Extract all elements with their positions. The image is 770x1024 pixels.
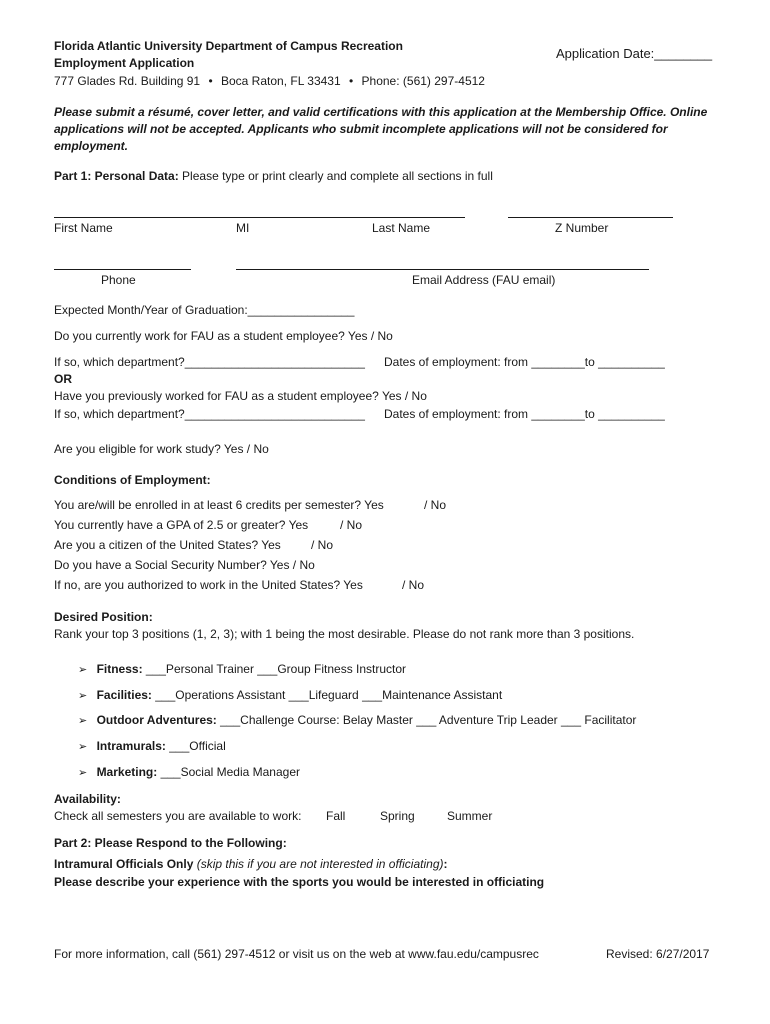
previous-employment-dates-field[interactable]: Dates of employment: from ________to __________: [384, 407, 665, 421]
phone-label: Phone: [101, 273, 136, 287]
availability-text: Check all semesters you are available to work:: [54, 809, 302, 823]
form-title: Employment Application: [54, 56, 195, 70]
condition-citizen-no[interactable]: / No: [311, 538, 334, 552]
org-name: Florida Atlantic University Department of Campus Recreation: [54, 39, 403, 53]
availability-option-summer[interactable]: Summer: [447, 809, 493, 823]
availability-option-spring[interactable]: Spring: [380, 809, 415, 823]
position-item-marketing[interactable]: [78, 765, 300, 779]
condition-enrollment[interactable]: You are/will be enrolled in at least 6 credits per semester? Yes: [54, 498, 384, 512]
condition-authorized-no[interactable]: / No: [402, 578, 425, 592]
position-options[interactable]: ___Official: [165, 739, 226, 753]
phone-input-line[interactable]: [54, 269, 191, 270]
previous-department-field[interactable]: If so, which department?___________________________: [54, 407, 365, 421]
instructions: Please submit a résumé, cover letter, and valid certifications with this application at the Membership Office. Online applications will not be accepted. Applicants who submit incomplete applications will not be considered for employment.: [54, 105, 708, 153]
footer-info: For more information, call (561) 297-4512 or visit us on the web at www.fau.edu/campusrec: [54, 947, 539, 961]
work-study-question[interactable]: Are you eligible for work study? Yes / No: [54, 442, 269, 456]
position-options[interactable]: ___Social Media Manager: [157, 765, 301, 779]
arrow-bullet-icon: ➢: [78, 767, 88, 779]
availability-option-fall[interactable]: Fall: [326, 809, 346, 823]
or-label: OR: [54, 372, 72, 386]
application-date-field[interactable]: Application Date:________: [556, 46, 713, 61]
position-label: Outdoor Adventures:: [96, 713, 217, 727]
part2-note: (skip this if you are not interested in officiating): [193, 857, 444, 871]
position-item-fitness[interactable]: [78, 662, 406, 676]
employment-dates-field[interactable]: Dates of employment: from ________to __________: [384, 355, 665, 369]
condition-gpa[interactable]: You currently have a GPA of 2.5 or greater? Yes: [54, 518, 309, 532]
mi-label: MI: [236, 221, 250, 235]
positions-instructions: Rank your top 3 positions (1, 2, 3); with 1 being the most desirable. Please do not rank more than 3 positions.: [54, 627, 635, 641]
condition-gpa-no[interactable]: / No: [340, 518, 363, 532]
z-number-input-line[interactable]: [508, 217, 673, 218]
part1-heading: Part 1: Personal Data:: [54, 169, 179, 183]
part2-question: Please describe your experience with the sports you would be interested in officiating: [54, 875, 545, 889]
position-item-outdoor[interactable]: [78, 713, 636, 727]
part1-text: Please type or print clearly and complete all sections in full: [178, 169, 493, 183]
condition-enrollment-no[interactable]: / No: [424, 498, 447, 512]
arrow-bullet-icon: ➢: [78, 741, 88, 753]
condition-citizen[interactable]: Are you a citizen of the United States? Yes: [54, 538, 281, 552]
positions-heading: Desired Position:: [54, 610, 153, 624]
part2-subheading-line: [54, 857, 448, 871]
arrow-bullet-icon: ➢: [78, 664, 88, 676]
department-field[interactable]: If so, which department?___________________________: [54, 355, 365, 369]
part2-subheading: Intramural Officials Only: [54, 857, 194, 871]
name-input-line[interactable]: [54, 217, 465, 218]
current-work-question[interactable]: Do you currently work for FAU as a student employee? Yes / No: [54, 329, 393, 343]
z-number-label: Z Number: [555, 221, 609, 235]
position-label: Fitness:: [96, 662, 143, 676]
position-label: Facilities:: [96, 688, 152, 702]
last-name-label: Last Name: [372, 221, 431, 235]
part2-colon: :: [443, 857, 448, 871]
address-city: Boca Raton, FL 33431: [221, 74, 341, 88]
availability-heading: Availability:: [54, 792, 121, 806]
position-options[interactable]: ___Operations Assistant ___Lifeguard ___Maintenance Assistant: [151, 688, 503, 702]
position-label: Intramurals:: [96, 739, 166, 753]
email-label: Email Address (FAU email): [412, 273, 556, 287]
arrow-bullet-icon: ➢: [78, 715, 88, 727]
previous-work-question[interactable]: Have you previously worked for FAU as a student employee? Yes / No: [54, 389, 427, 403]
conditions-heading: Conditions of Employment:: [54, 473, 211, 487]
part2-heading: Part 2: Please Respond to the Following:: [54, 836, 287, 850]
bullet-icon: •: [208, 74, 213, 88]
position-label: Marketing:: [96, 765, 158, 779]
condition-ssn[interactable]: Do you have a Social Security Number? Yes / No: [54, 558, 315, 572]
phone-number: Phone: (561) 297-4512: [361, 74, 485, 88]
address-line: [54, 74, 485, 88]
revised-date: Revised: 6/27/2017: [606, 947, 710, 961]
part1-intro: [54, 169, 493, 183]
bullet-icon: •: [348, 74, 354, 88]
condition-authorized[interactable]: If no, are you authorized to work in the United States? Yes: [54, 578, 363, 592]
email-input-line[interactable]: [236, 269, 649, 270]
first-name-label: First Name: [54, 221, 113, 235]
graduation-field[interactable]: Expected Month/Year of Graduation:________________: [54, 303, 355, 317]
arrow-bullet-icon: ➢: [78, 690, 88, 702]
position-options[interactable]: ___Challenge Course: Belay Master ___ Adventure Trip Leader ___ Facilitator: [216, 713, 637, 727]
position-options[interactable]: ___Personal Trainer ___Group Fitness Instructor: [142, 662, 407, 676]
position-item-intramurals[interactable]: [78, 739, 226, 753]
position-item-facilities[interactable]: [78, 688, 502, 702]
address-street: 777 Glades Rd. Building 91: [54, 74, 201, 88]
